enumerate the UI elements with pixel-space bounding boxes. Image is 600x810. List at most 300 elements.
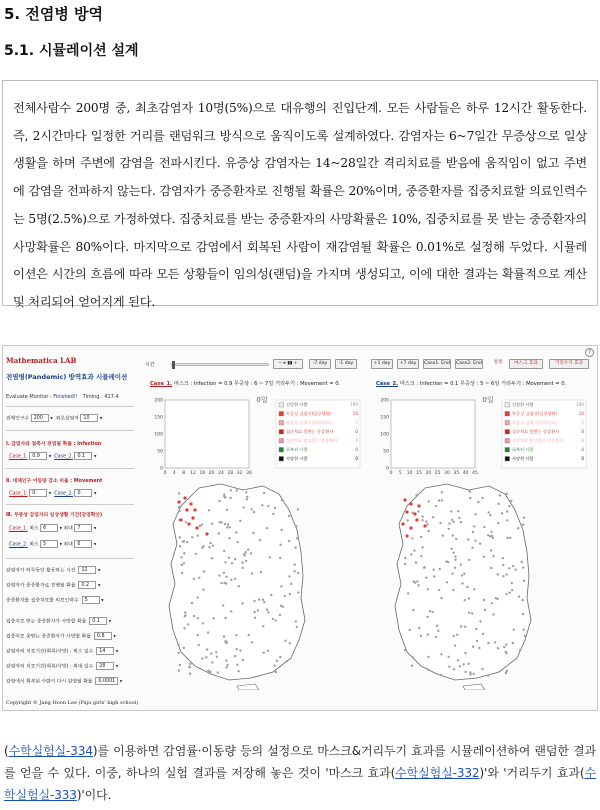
person-dot [461, 582, 463, 584]
day-label: 0일 [256, 396, 268, 404]
day-label: 0일 [482, 396, 494, 404]
parameter-select[interactable]: 14 [96, 647, 114, 655]
legend-value: 190 [350, 402, 358, 407]
playback-controls[interactable]: − ▸ ▮▮ + [273, 359, 303, 369]
person-dot [230, 579, 232, 581]
person-dot [428, 530, 430, 532]
evaluate-monitor: Evaluate Monitor : Finished!! Timing : 417.4 [6, 394, 119, 400]
person-dot [450, 548, 452, 550]
person-dot [522, 566, 524, 568]
person-dot [193, 615, 195, 617]
person-dot [272, 618, 274, 620]
person-dot [509, 537, 511, 539]
person-dot [245, 560, 247, 562]
person-dot [450, 510, 452, 512]
person-dot [479, 543, 481, 545]
infected-dot [401, 522, 404, 525]
person-dot [502, 564, 504, 566]
total-people-select[interactable]: 200 [31, 414, 49, 422]
person-dot [236, 664, 238, 666]
person-dot [248, 634, 250, 636]
timeline-bar [141, 359, 596, 371]
map-outline [169, 484, 305, 680]
app-title: 전염병(Pandemic) 방역효과 시뮬레이션 [6, 373, 128, 381]
legend-swatch [505, 403, 510, 408]
plus-7-day-button[interactable]: +7 day [397, 359, 419, 369]
y-tick-label: 0 [386, 466, 389, 472]
person-dot [508, 505, 510, 507]
case2-min-select[interactable]: 5 [40, 540, 58, 548]
person-dot [523, 517, 525, 519]
legend-swatch [279, 457, 284, 462]
legend-swatch [279, 439, 284, 444]
help-icon[interactable]: ? [585, 348, 594, 357]
case2-chart [375, 394, 591, 474]
person-dot [235, 634, 237, 636]
person-dot [267, 650, 269, 652]
person-dot [216, 656, 218, 658]
slider-knob[interactable] [172, 361, 175, 369]
person-dot [472, 531, 474, 533]
person-dot [199, 525, 201, 527]
case2-movement-select[interactable]: 0. [74, 489, 92, 497]
person-dot [505, 573, 507, 575]
legend-value: 0 [355, 429, 358, 434]
person-dot [457, 659, 459, 661]
person-dot [225, 659, 227, 661]
chart-frame [391, 400, 475, 468]
case2-period-controls: Case_2. 최소 5 ▾ 최대 6 ▾ [9, 542, 97, 548]
person-dot [506, 510, 508, 512]
person-dot [180, 556, 182, 558]
person-dot [439, 522, 441, 524]
evaluate-status: Finished!! [53, 394, 78, 400]
time-slider[interactable] [171, 363, 269, 366]
person-dot [498, 503, 500, 505]
person-dot [241, 602, 243, 604]
case1-map [151, 480, 361, 690]
person-dot [187, 623, 189, 625]
person-dot [209, 671, 211, 673]
person-dot [207, 631, 209, 633]
person-dot [505, 651, 507, 653]
legend-label: 집중치료 받고있는 중증환자 [512, 438, 564, 443]
person-dot [229, 526, 231, 528]
infected-dot [415, 518, 418, 521]
person-dot [296, 537, 298, 539]
person-dot [280, 605, 282, 607]
infected-dot [205, 532, 208, 535]
legend-swatch [279, 421, 284, 426]
person-dot [223, 635, 225, 637]
infected-dot [405, 510, 408, 513]
person-dot [236, 541, 238, 543]
person-dot [294, 546, 296, 548]
legend-value: 0 [581, 438, 584, 443]
person-dot [266, 527, 268, 529]
person-dot [426, 616, 428, 618]
person-dot [235, 531, 237, 533]
person-dot [417, 584, 419, 586]
y-tick-label: 150 [154, 415, 163, 421]
person-dot [208, 509, 210, 511]
person-dot [440, 597, 442, 599]
person-dot [411, 512, 413, 514]
person-dot [210, 542, 212, 544]
x-tick-label: 25 [434, 471, 441, 474]
movement-controls: Case_1. 0. ▾ Case_2. 0. ▾ [9, 491, 97, 497]
case1-infection-select[interactable]: 0.9 [29, 452, 47, 460]
person-dot [218, 574, 220, 576]
person-dot [432, 611, 434, 613]
person-dot [497, 573, 499, 575]
person-dot [274, 507, 276, 509]
person-dot [218, 500, 220, 502]
legend-value: 0 [355, 438, 358, 443]
person-dot [448, 656, 450, 658]
legend-value: 0 [581, 456, 584, 461]
minus-1-day-button[interactable]: -1 day [335, 359, 357, 369]
person-dot [179, 536, 181, 538]
person-dot [464, 626, 466, 628]
infected-dot [185, 508, 188, 511]
person-dot [181, 572, 183, 574]
plus-1-day-button[interactable]: +1 day [371, 359, 393, 369]
person-dot [460, 625, 462, 627]
infected-dot [409, 526, 412, 529]
person-dot [428, 500, 430, 502]
person-dot [490, 549, 492, 551]
person-dot [433, 575, 435, 577]
person-dot [208, 546, 210, 548]
person-dot [412, 609, 414, 611]
case1-chart [149, 394, 365, 474]
person-dot [269, 556, 271, 558]
person-dot [279, 656, 281, 658]
person-dot [276, 660, 278, 662]
description-box [2, 80, 598, 309]
person-dot [448, 522, 450, 524]
person-dot [267, 611, 269, 613]
person-dot [468, 559, 470, 561]
person-dot [220, 582, 222, 584]
legend-value: 0 [581, 420, 584, 425]
person-dot [253, 511, 255, 513]
person-dot [511, 589, 513, 591]
person-dot [503, 646, 505, 648]
infected-dot [189, 502, 192, 505]
person-dot [463, 573, 465, 575]
person-dot [229, 497, 231, 499]
person-dot [183, 627, 185, 629]
person-dot [440, 653, 442, 655]
movement-section-title: Ⅱ. 대체인구 이동량 감소 비율 : Movement [6, 479, 103, 484]
person-dot [473, 673, 475, 675]
person-dot [420, 555, 422, 557]
infected-dot [417, 504, 420, 507]
x-tick-label: 15 [416, 471, 422, 474]
person-dot [178, 669, 180, 671]
infection-section-title: Ⅰ. 감염자와 접촉시 전염될 확률 : Infection [6, 442, 102, 447]
time-label: 시간 [145, 362, 155, 368]
legend-label: 집중치료 못받는 중증환자 [286, 429, 334, 434]
case2-infection-select[interactable]: 0.1 [74, 452, 92, 460]
x-tick-label: 40 [462, 471, 469, 474]
person-dot [270, 594, 272, 596]
y-tick-label: 200 [380, 398, 389, 404]
person-dot [288, 515, 290, 517]
person-dot [474, 513, 476, 515]
person-dot [440, 674, 442, 676]
person-dot [502, 557, 504, 559]
person-dot [413, 550, 415, 552]
person-dot [244, 551, 246, 553]
person-dot [512, 642, 514, 644]
chart-frame [165, 400, 249, 468]
person-dot [457, 510, 459, 512]
x-tick-label: 12 [190, 471, 196, 474]
person-dot [179, 545, 181, 547]
person-dot [432, 516, 434, 518]
legend-label: 회복된 사람 [286, 447, 308, 452]
legend-value: 10 [578, 411, 584, 416]
divider [6, 430, 134, 431]
person-dot [245, 491, 247, 493]
x-tick-label: 45 [472, 471, 478, 474]
person-dot [288, 575, 290, 577]
person-dot [467, 538, 469, 540]
x-tick-label: 4 [172, 471, 176, 474]
x-tick-label: 5 [398, 471, 402, 474]
person-dot [487, 674, 489, 676]
person-dot [181, 564, 183, 566]
person-dot [474, 540, 476, 542]
person-dot [239, 520, 241, 522]
person-dot [225, 666, 227, 668]
person-dot [198, 644, 200, 646]
person-dot [178, 492, 180, 494]
distance-effect-button[interactable]: 거리두기 효과 [549, 359, 589, 369]
infected-dot [177, 500, 180, 503]
person-dot [492, 537, 494, 539]
person-dot [210, 653, 212, 655]
x-tick-label: 20 [425, 471, 432, 474]
x-tick-label: 32 [236, 471, 243, 474]
x-tick-label: 28 [227, 471, 234, 474]
person-dot [506, 670, 508, 672]
section-heading: 5. 전염병 방역 [4, 5, 104, 23]
person-dot [510, 500, 512, 502]
y-tick-label: 200 [154, 398, 163, 404]
case1-end-button[interactable]: Case1. End [423, 359, 451, 369]
y-tick-label: 50 [383, 449, 389, 455]
person-dot [177, 643, 179, 645]
parameter-select[interactable]: 5 [82, 596, 100, 604]
person-dot [459, 665, 461, 667]
person-dot [191, 602, 193, 604]
person-dot [477, 501, 479, 503]
person-dot [451, 519, 453, 521]
person-dot [439, 568, 441, 570]
person-dot [505, 593, 507, 595]
person-dot [446, 581, 448, 583]
parameter-select[interactable]: 0.0001 [95, 677, 118, 685]
divider [6, 468, 134, 469]
person-dot [448, 528, 450, 530]
legend-label: 건강한 사람 [286, 402, 308, 407]
person-dot [453, 521, 455, 523]
person-dot [252, 532, 254, 534]
person-dot [246, 498, 248, 500]
person-dot [506, 537, 508, 539]
person-dot [257, 609, 259, 611]
parameter-select[interactable]: 0.1 [89, 617, 107, 625]
case1-max-select[interactable]: 7 [74, 524, 92, 532]
person-dot [185, 521, 187, 523]
person-dot [259, 539, 261, 541]
control-panel [3, 350, 139, 706]
case1-min-select[interactable]: 6 [40, 524, 58, 532]
person-dot [247, 548, 249, 550]
person-dot [266, 608, 268, 610]
person-dot [522, 629, 524, 631]
caption: (수학실험실-334)를 이용하면 감염률·이동량 등의 설정으로 마스크&거리두기 효과를 시뮬레이션하여 랜덤한 결과를 얻을 수 있다. 이중, 하나의 실험 결과를 저장해 놓은 것이 '마스크 효과(수학실험실-332)'와 '거리두기 효과(수학실험실-333)'이다. [4, 744, 597, 802]
person-dot [505, 643, 507, 645]
person-dot [521, 599, 523, 601]
person-dot [442, 534, 444, 536]
person-dot [184, 614, 186, 616]
person-dot [519, 649, 521, 651]
person-dot [202, 545, 204, 547]
case1-panel-title: Case_1. 마스크 : Infection = 0.9 무증상 : 6 ~ 7일 거리두기 : Movement = 0. [150, 381, 341, 387]
person-dot [512, 565, 514, 567]
person-dot [197, 634, 199, 636]
parameter-select[interactable]: 0.2 [78, 581, 96, 589]
person-dot [407, 592, 409, 594]
legend-label: 무증상 감염자(일상생활) [286, 411, 332, 416]
person-dot [468, 597, 470, 599]
parameter-select[interactable]: 0.8 [94, 632, 112, 640]
parameter-row: 중증환자를 집중치료할 의료인력수 5 ▾ [6, 598, 104, 604]
person-dot [201, 524, 203, 526]
person-dot [469, 491, 471, 493]
person-dot [228, 557, 230, 559]
parameter-select[interactable]: 12 [78, 566, 96, 574]
legend-value: 0 [355, 420, 358, 425]
person-dot [427, 656, 429, 658]
person-dot [211, 523, 213, 525]
person-dot [230, 610, 232, 612]
person-dot [508, 567, 510, 569]
mask-effect-button[interactable]: 마스크 효과 [509, 359, 543, 369]
legend-swatch [505, 448, 510, 453]
initial-infected-select[interactable]: 10 [80, 414, 98, 422]
person-dot [251, 641, 253, 643]
person-dot [435, 636, 437, 638]
person-dot [279, 614, 281, 616]
x-tick-label: 30 [444, 471, 450, 474]
person-dot [495, 597, 497, 599]
person-dot [464, 599, 466, 601]
divider [6, 504, 134, 505]
person-dot [206, 648, 208, 650]
person-dot [454, 567, 456, 569]
person-dot [524, 635, 526, 637]
minus-7-day-button[interactable]: -7 day [309, 359, 331, 369]
person-dot [497, 522, 499, 524]
person-dot [488, 511, 490, 513]
person-dot [427, 633, 429, 635]
link-332[interactable]: 수학실험실-332 [395, 766, 480, 780]
person-dot [220, 521, 222, 523]
person-dot [222, 604, 224, 606]
person-dot [451, 572, 453, 574]
person-dot [441, 499, 443, 501]
person-dot [211, 557, 213, 559]
person-dot [262, 625, 264, 627]
person-dot [263, 652, 265, 654]
person-dot [438, 499, 440, 501]
person-dot [262, 599, 264, 601]
person-dot [289, 642, 291, 644]
person-dot [297, 591, 299, 593]
parameter-select[interactable]: 28 [96, 662, 114, 670]
infected-dot [193, 508, 196, 511]
case1-movement-select[interactable]: 0. [29, 489, 47, 497]
person-dot [228, 537, 230, 539]
y-tick-label: 100 [154, 432, 163, 438]
person-dot [454, 555, 456, 557]
person-dot [224, 617, 226, 619]
person-dot [517, 527, 519, 529]
person-dot [494, 641, 496, 643]
island-outline [237, 684, 259, 690]
case2-end-button[interactable]: Case2. End [455, 359, 483, 369]
legend-label: 사망한 사람 [286, 456, 308, 461]
person-dot [460, 521, 462, 523]
case2-max-select[interactable]: 6 [74, 540, 92, 548]
person-dot [254, 617, 256, 619]
link-334[interactable]: 수학실험실-334 [8, 744, 93, 758]
person-dot [294, 563, 296, 565]
x-tick-label: 8 [182, 471, 186, 474]
person-dot [409, 629, 411, 631]
person-dot [404, 557, 406, 559]
person-dot [189, 663, 191, 665]
person-dot [437, 630, 439, 632]
case2-map [377, 480, 587, 690]
infected-dot [191, 516, 194, 519]
person-dot [455, 538, 457, 540]
person-dot [502, 575, 504, 577]
x-tick-label: 24 [218, 471, 224, 474]
person-dot [475, 628, 477, 630]
person-dot [427, 588, 429, 590]
person-dot [411, 537, 413, 539]
person-dot [491, 602, 493, 604]
person-dot [234, 578, 236, 580]
person-dot [274, 665, 276, 667]
legend-swatch [279, 430, 284, 435]
legend-swatch [279, 448, 284, 453]
case2-panel-title: Case_2. 마스크 : Infection = 0.1 무증상 : 5 ~ 6일 거리두기 : Movement = 0. [376, 381, 567, 387]
link-333[interactable]: 수학실험실-333 [4, 766, 597, 802]
legend-value: 0 [355, 447, 358, 452]
person-dot [218, 532, 220, 534]
person-dot [473, 588, 475, 590]
person-dot [489, 514, 491, 516]
legend-label: 무증상 감염자(일상생활) [512, 411, 558, 416]
